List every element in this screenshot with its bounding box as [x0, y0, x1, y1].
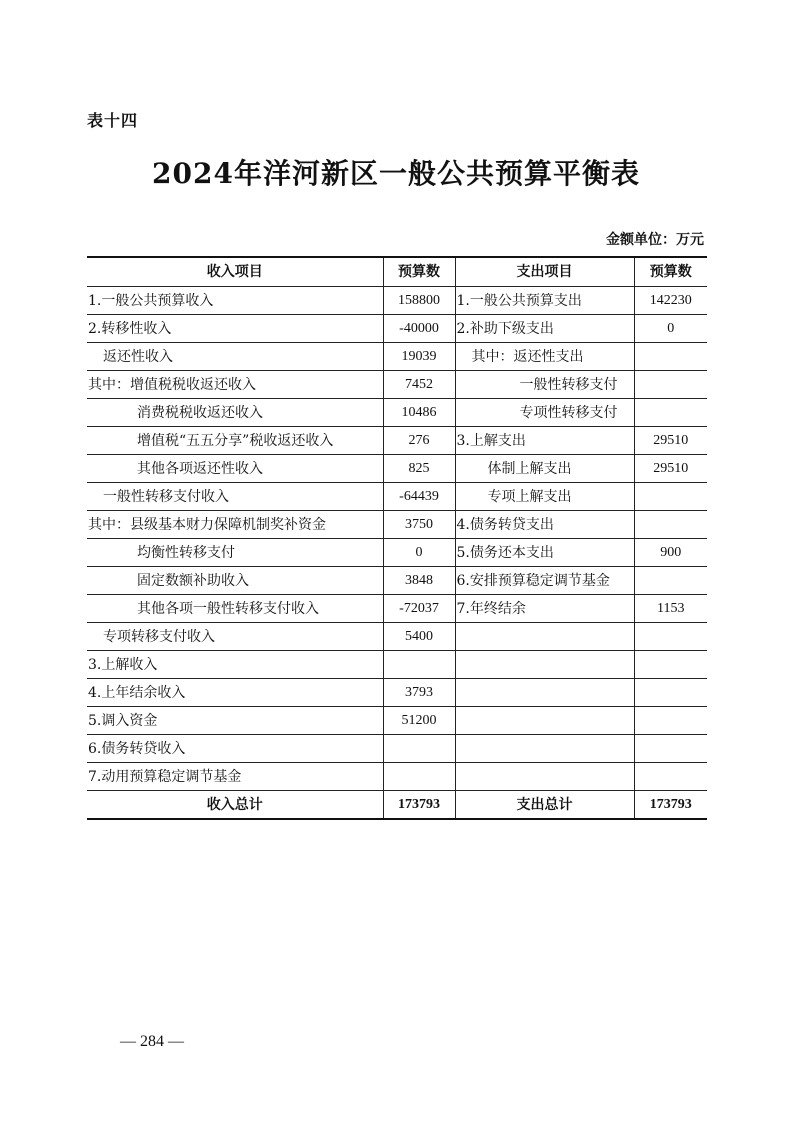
expense-item-cell: [455, 735, 634, 763]
table-row: [87, 511, 707, 539]
expense-item-cell: 专项性转移支付: [455, 399, 634, 427]
income-amount-cell: [383, 735, 455, 763]
header-income-amount: 预算数: [383, 257, 455, 287]
income-item-cell: 4.上年结余收入: [87, 679, 383, 707]
income-amount-cell: [383, 651, 455, 679]
income-item-cell: 均衡性转移支付: [87, 539, 383, 567]
expense-amount-cell: 0: [634, 315, 707, 343]
total-row: [87, 791, 707, 820]
expense-item-cell: 7.年终结余: [455, 595, 634, 623]
income-amount-cell: 3793: [383, 679, 455, 707]
income-item-cell: 专项转移支付收入: [87, 623, 383, 651]
page-title: 2024年洋河新区一般公共预算平衡表: [152, 157, 640, 190]
table-row: [87, 315, 707, 343]
table-row: [87, 399, 707, 427]
table-row: [87, 763, 707, 791]
table-row: [87, 595, 707, 623]
income-amount-cell: -64439: [383, 483, 455, 511]
income-item-cell: 3.上解收入: [87, 651, 383, 679]
unit-label: 金额单位：万元: [606, 232, 704, 248]
income-item-cell: 一般性转移支付收入: [87, 483, 383, 511]
expense-item-cell: 一般性转移支付: [455, 371, 634, 399]
table-body: [87, 287, 707, 791]
table-number: 表十四: [87, 111, 139, 130]
table-header-row: [87, 257, 707, 287]
expense-amount-cell: [634, 399, 707, 427]
expense-amount-cell: [634, 707, 707, 735]
table-row: [87, 371, 707, 399]
table-row: [87, 343, 707, 371]
expense-amount-cell: [634, 511, 707, 539]
table-row: [87, 651, 707, 679]
expense-amount-cell: [634, 343, 707, 371]
page-number: — 284 —: [120, 1033, 184, 1050]
table-row: [87, 483, 707, 511]
income-amount-cell: 7452: [383, 371, 455, 399]
header-expense-amount: 预算数: [634, 257, 707, 287]
expense-item-cell: 1.一般公共预算支出: [455, 287, 634, 315]
table-row: [87, 567, 707, 595]
income-total-label: 收入总计: [87, 791, 383, 820]
income-amount-cell: 19039: [383, 343, 455, 371]
income-amount-cell: 5400: [383, 623, 455, 651]
income-amount-cell: 276: [383, 427, 455, 455]
expense-item-cell: 专项上解支出: [455, 483, 634, 511]
expense-amount-cell: [634, 679, 707, 707]
expense-item-cell: [455, 763, 634, 791]
expense-item-cell: 其中：返还性支出: [455, 343, 634, 371]
expense-item-cell: [455, 707, 634, 735]
income-item-cell: 5.调入资金: [87, 707, 383, 735]
table-row: [87, 539, 707, 567]
table-row: [87, 707, 707, 735]
budget-balance-table: [87, 256, 707, 820]
table-row: [87, 455, 707, 483]
expense-item-cell: 5.债务还本支出: [455, 539, 634, 567]
table-row: [87, 735, 707, 763]
income-item-cell: 6.债务转贷收入: [87, 735, 383, 763]
income-amount-cell: 0: [383, 539, 455, 567]
expense-amount-cell: 1153: [634, 595, 707, 623]
income-amount-cell: 10486: [383, 399, 455, 427]
expense-amount-cell: 142230: [634, 287, 707, 315]
expense-amount-cell: 29510: [634, 427, 707, 455]
income-amount-cell: -40000: [383, 315, 455, 343]
expense-item-cell: 2.补助下级支出: [455, 315, 634, 343]
income-item-cell: 2.转移性收入: [87, 315, 383, 343]
expense-item-cell: 3.上解支出: [455, 427, 634, 455]
expense-amount-cell: [634, 651, 707, 679]
income-item-cell: 7.动用预算稳定调节基金: [87, 763, 383, 791]
expense-amount-cell: 900: [634, 539, 707, 567]
expense-amount-cell: [634, 763, 707, 791]
income-item-cell: 其中：增值税税收返还收入: [87, 371, 383, 399]
income-item-cell: 1.一般公共预算收入: [87, 287, 383, 315]
header-income-item: 收入项目: [87, 257, 383, 287]
income-amount-cell: 158800: [383, 287, 455, 315]
expense-item-cell: [455, 623, 634, 651]
expense-amount-cell: [634, 567, 707, 595]
expense-item-cell: [455, 679, 634, 707]
header-expense-item: 支出项目: [455, 257, 634, 287]
expense-total-label: 支出总计: [455, 791, 634, 820]
income-total-amount: 173793: [383, 791, 455, 820]
expense-item-cell: 4.债务转贷支出: [455, 511, 634, 539]
income-item-cell: 固定数额补助收入: [87, 567, 383, 595]
income-amount-cell: 3750: [383, 511, 455, 539]
table-row: [87, 679, 707, 707]
expense-total-amount: 173793: [634, 791, 707, 820]
income-amount-cell: [383, 763, 455, 791]
income-item-cell: 消费税税收返还收入: [87, 399, 383, 427]
income-amount-cell: 3848: [383, 567, 455, 595]
income-item-cell: 其中：县级基本财力保障机制奖补资金: [87, 511, 383, 539]
income-amount-cell: -72037: [383, 595, 455, 623]
income-item-cell: 其他各项返还性收入: [87, 455, 383, 483]
income-item-cell: 增值税“五五分享”税收返还收入: [87, 427, 383, 455]
expense-amount-cell: [634, 371, 707, 399]
expense-amount-cell: [634, 483, 707, 511]
expense-amount-cell: 29510: [634, 455, 707, 483]
expense-item-cell: 6.安排预算稳定调节基金: [455, 567, 634, 595]
income-amount-cell: 825: [383, 455, 455, 483]
table-row: [87, 427, 707, 455]
expense-amount-cell: [634, 623, 707, 651]
income-amount-cell: 51200: [383, 707, 455, 735]
income-item-cell: 返还性收入: [87, 343, 383, 371]
expense-item-cell: [455, 651, 634, 679]
table-row: [87, 287, 707, 315]
table-row: [87, 623, 707, 651]
expense-amount-cell: [634, 735, 707, 763]
income-item-cell: 其他各项一般性转移支付收入: [87, 595, 383, 623]
expense-item-cell: 体制上解支出: [455, 455, 634, 483]
